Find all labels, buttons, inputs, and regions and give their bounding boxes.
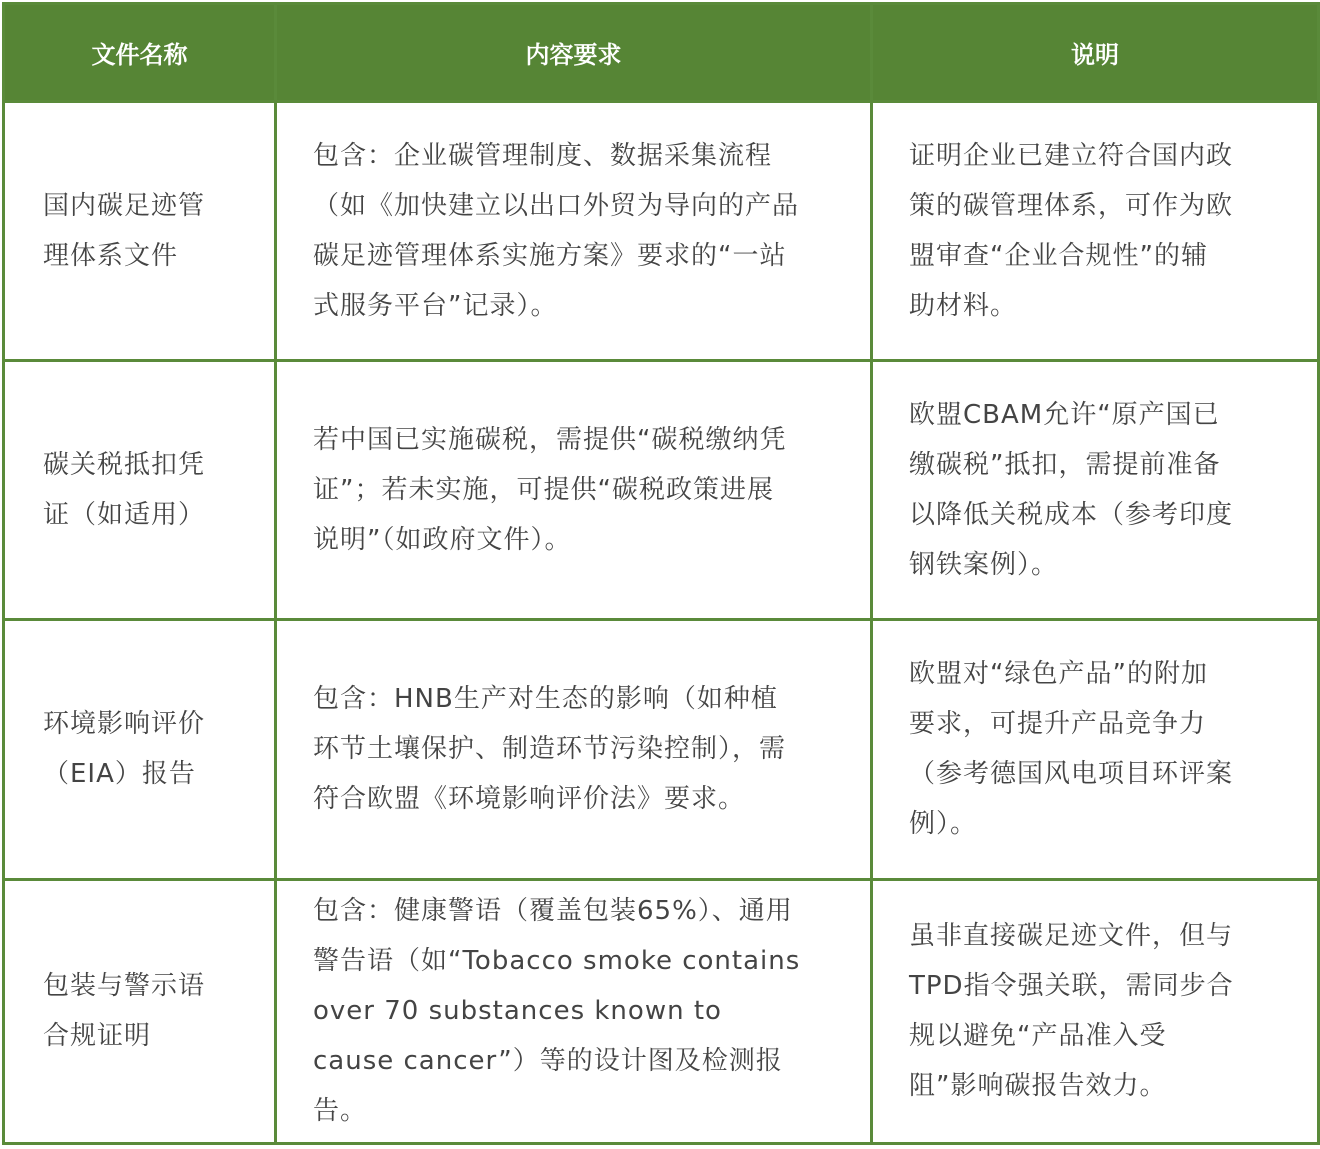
note-cell bbox=[872, 102, 1319, 361]
file-name-cell bbox=[4, 361, 276, 620]
header-content-requirements: 内容要求 bbox=[276, 4, 872, 102]
note-text: 证明企业已建立符合国内政 策的碳管理体系，可作为欧 盟审查“企业合规性”的辅 助材料。 bbox=[909, 141, 1234, 322]
content-text: 包含：企业碳管理制度、数据采集流程 （如《加快建立以出口外贸为导向的产品 碳足迹管理体系实施方案》要求的“一站 式服务平台”记录）。 bbox=[313, 141, 800, 322]
note-text: 欧盟CBAM允许“原产国已 缴碳税”抵扣，需提前准备 以降低关税成本（参考印度 钢铁案例）。 bbox=[909, 400, 1234, 581]
file-name: 包装与警示语 合规证明 bbox=[43, 971, 206, 1052]
file-name-cell bbox=[4, 102, 276, 361]
table-row bbox=[4, 102, 1319, 361]
note-cell bbox=[872, 361, 1319, 620]
table-row bbox=[4, 879, 1319, 1143]
file-name-cell bbox=[4, 620, 276, 879]
file-name: 环境影响评价 （EIA）报告 bbox=[43, 709, 206, 790]
content-text: 若中国已实施碳税，需提供“碳税缴纳凭 证”；若未实施，可提供“碳税政策进展 说明”（如政府文件）。 bbox=[313, 425, 787, 556]
content-cell bbox=[276, 620, 872, 879]
note-cell bbox=[872, 879, 1319, 1143]
content-cell bbox=[276, 102, 872, 361]
header-row bbox=[4, 4, 1319, 102]
note-text: 虽非直接碳足迹文件，但与 TPD指令强关联，需同步合 规以避免“产品准入受 阻”影响碳报告效力。 bbox=[909, 921, 1234, 1102]
file-name: 国内碳足迹管 理体系文件 bbox=[43, 191, 206, 272]
table-row bbox=[4, 361, 1319, 620]
file-name: 碳关税抵扣凭 证（如适用） bbox=[43, 450, 206, 531]
content-cell bbox=[276, 361, 872, 620]
requirements-table bbox=[2, 2, 1320, 1145]
note-text: 欧盟对“绿色产品”的附加 要求，可提升产品竞争力 （参考德国风电项目环评案 例）。 bbox=[909, 659, 1234, 840]
table-row bbox=[4, 620, 1319, 879]
content-text: 包含：健康警语（覆盖包装65%）、通用 警告语（如“Tobacco smoke contains over 70 substances known to cause cancer”）等的设计图及检测报 告。 bbox=[313, 896, 801, 1127]
header-file-name: 文件名称 bbox=[4, 4, 276, 102]
header-notes: 说明 bbox=[872, 4, 1319, 102]
content-text: 包含：HNB生产对生态的影响（如种植 环节土壤保护、制造环节污染控制），需 符合欧盟《环境影响评价法》要求。 bbox=[313, 684, 787, 815]
file-name-cell bbox=[4, 879, 276, 1143]
note-cell bbox=[872, 620, 1319, 879]
content-cell bbox=[276, 879, 872, 1143]
